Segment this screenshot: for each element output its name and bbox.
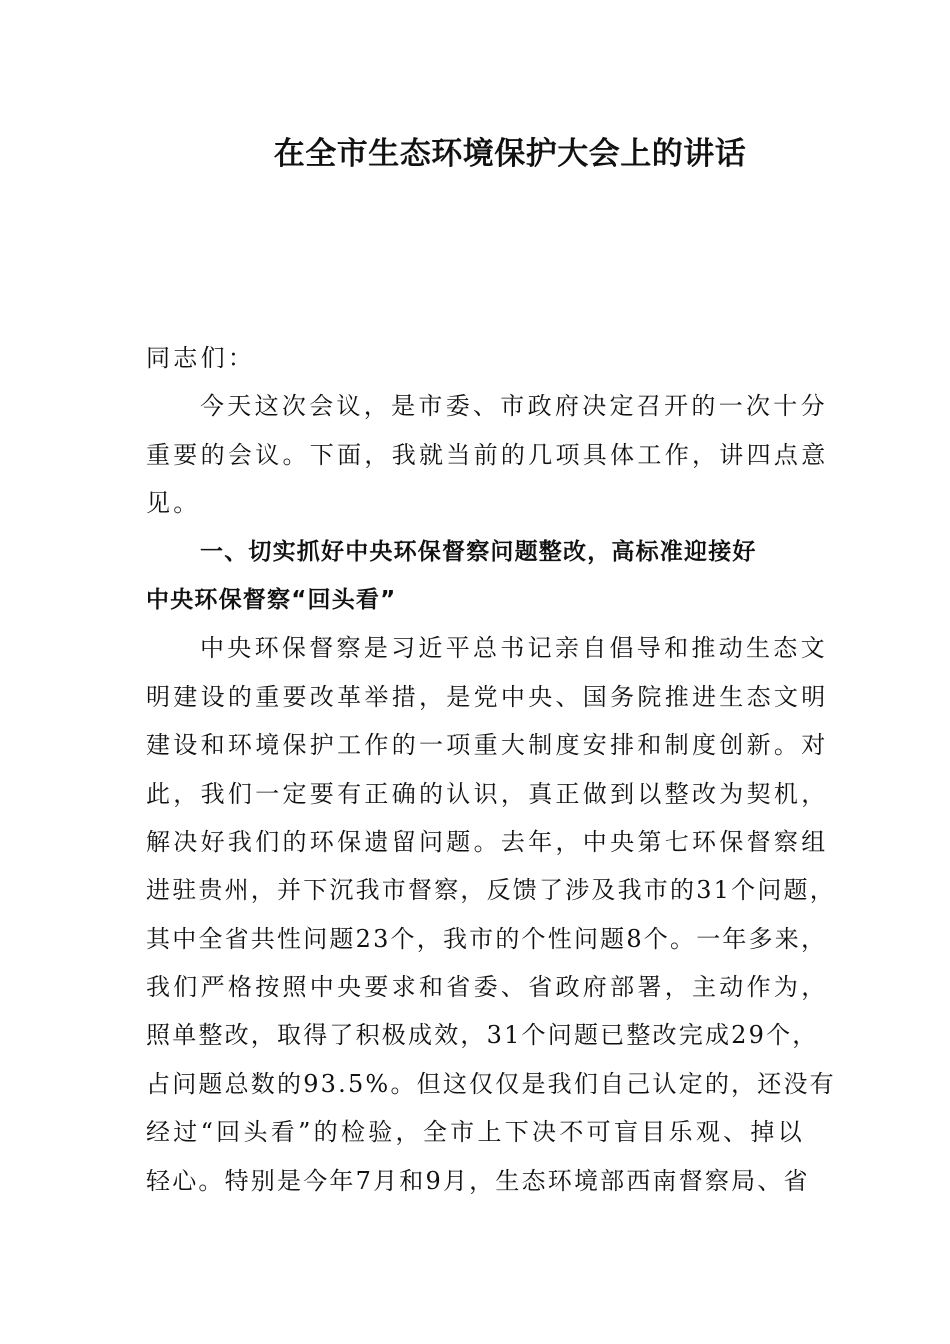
paragraph-line: 经过“回头看”的检验，全市上下决不可盲目乐观、掉以 xyxy=(146,1118,806,1147)
paragraph-line: 此，我们一定要有正确的认识，真正做到以整改为契机， xyxy=(146,779,829,808)
paragraph-line: 进驻贵州，并下沉我市督察，反馈了涉及我市的31个问题， xyxy=(146,876,836,905)
paragraph-line: 见。 xyxy=(146,489,201,518)
paragraph-line: 今天这次会议，是市委、市政府决定召开的一次十分 xyxy=(200,392,828,421)
section-heading-line: 中央环保督察“回头看” xyxy=(146,586,397,613)
document-title: 在全市生态环境保护大会上的讲话 xyxy=(273,136,747,172)
paragraph-line: 照单整改，取得了积极成效，31个问题已整改完成29个， xyxy=(146,1021,819,1050)
section-heading-line: 一、切实抓好中央环保督察问题整改，高标准迎接好 xyxy=(200,538,757,565)
paragraph-line: 中央环保督察是习近平总书记亲自倡导和推动生态文 xyxy=(200,634,828,663)
paragraph-line: 我们严格按照中央要求和省委、省政府部署，主动作为， xyxy=(146,973,829,1002)
paragraph-line: 解决好我们的环保遗留问题。去年，中央第七环保督察组 xyxy=(146,827,829,856)
paragraph-line: 其中全省共性问题23个，我市的个性问题8个。一年多来， xyxy=(146,924,828,953)
paragraph-line: 重要的会议。下面，我就当前的几项具体工作，讲四点意 xyxy=(146,440,829,469)
document-body xyxy=(146,334,836,1205)
paragraph-line: 轻心。特别是今年7月和9月，生态环境部西南督察局、省 xyxy=(146,1166,810,1195)
paragraph-line: 占问题总数的93.5%。但这仅仅是我们自己认定的，还没有 xyxy=(146,1069,836,1098)
paragraph-line: 明建设的重要改革举措，是党中央、国务院推进生态文明 xyxy=(146,682,829,711)
salutation-line: 同志们： xyxy=(146,344,256,372)
paragraph-line: 建设和环境保护工作的一项重大制度安排和制度创新。对 xyxy=(146,731,829,760)
